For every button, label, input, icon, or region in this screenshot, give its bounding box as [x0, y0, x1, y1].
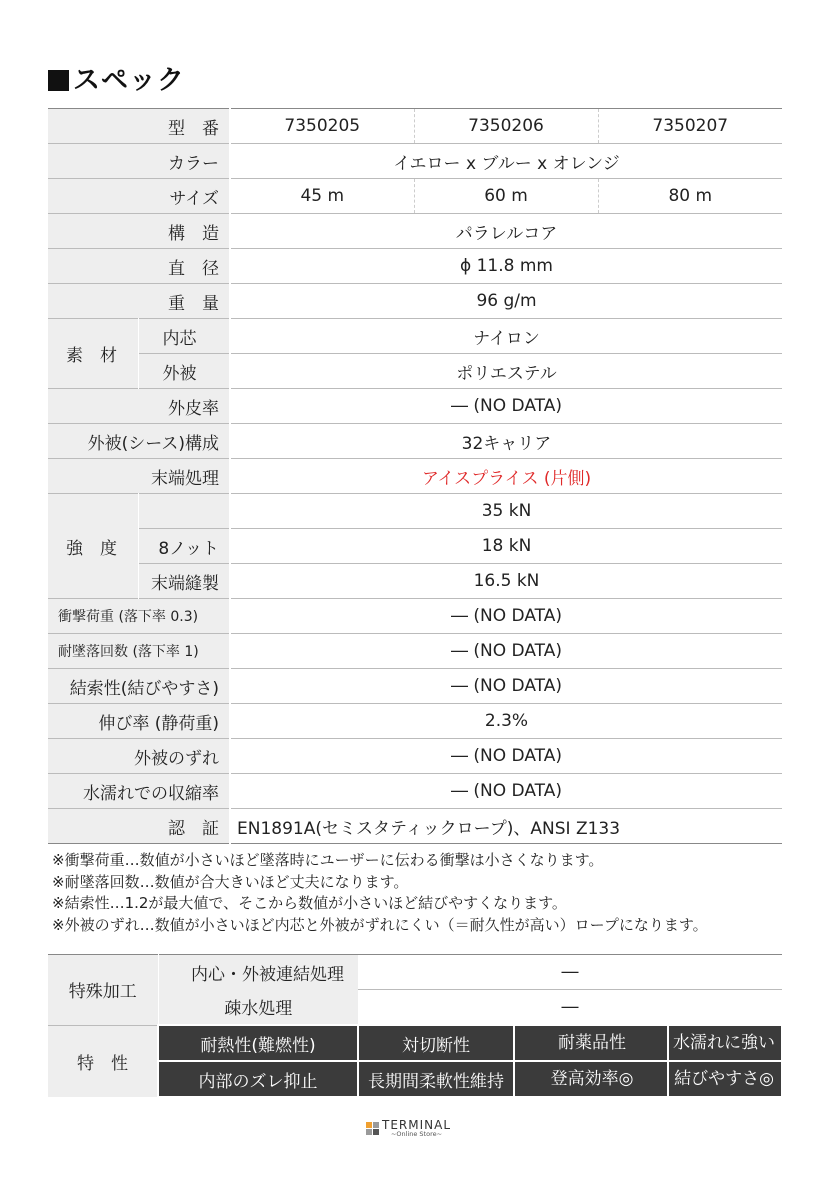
sheath-value: ポリエステル [230, 354, 782, 389]
label-knot: 8ノット [138, 529, 230, 564]
table-row-sheath-slip [48, 739, 782, 774]
table-row-strength-sewn [48, 564, 782, 599]
falls-value: ― (NO DATA) [230, 634, 782, 669]
table-row-end-processing [48, 459, 782, 494]
page-title: スペック [48, 58, 185, 97]
spec-table [48, 108, 782, 844]
label-knotability: 結索性(結びやすさ) [48, 669, 230, 704]
size-value-1: 45 m [230, 179, 414, 214]
table-row-shrinkage [48, 774, 782, 809]
table-row-model [48, 109, 782, 144]
table-row-material-sheath [48, 354, 782, 389]
impact-value: ― (NO DATA) [230, 599, 782, 634]
label-diameter: 直 径 [48, 249, 230, 284]
label-model: 型 番 [48, 109, 230, 144]
label-sheath-construction: 外被(シース)構成 [48, 424, 230, 459]
features-table [48, 954, 783, 1098]
table-row-impact [48, 599, 782, 634]
label-sheath-slip: 外被のずれ [48, 739, 230, 774]
label-special: 特殊加工 [48, 955, 158, 1026]
feature-tag-pair [514, 1025, 782, 1061]
table-row-features-1 [48, 1025, 782, 1061]
model-value-1: 7350205 [230, 109, 414, 144]
table-row-sheath-ratio [48, 389, 782, 424]
feature-tag: 内部のズレ抑止 [158, 1061, 358, 1097]
table-row-features-2 [48, 1061, 782, 1097]
table-row-falls [48, 634, 782, 669]
label-sewn: 末端縫製 [138, 564, 230, 599]
table-row-diameter [48, 249, 782, 284]
label-strength-base [138, 494, 230, 529]
table-row-special-2 [48, 990, 782, 1026]
model-value-2: 7350206 [414, 109, 598, 144]
size-value-3: 80 m [598, 179, 782, 214]
note-item: ※衝撃荷重…数値が小さいほど墜落時にユーザーに伝わる衝撃は小さくなります。 [52, 851, 604, 869]
structure-value: パラレルコア [230, 214, 782, 249]
label-sheath-ratio: 外皮率 [48, 389, 230, 424]
sheath-ratio-value: ― (NO DATA) [230, 389, 782, 424]
label-structure: 構 造 [48, 214, 230, 249]
label-special-item-2: 疎水処理 [158, 990, 358, 1026]
label-impact: 衝撃荷重 (落下率 0.3) [48, 599, 230, 634]
model-value-3: 7350207 [598, 109, 782, 144]
shrinkage-value: ― (NO DATA) [230, 774, 782, 809]
elongation-value: 2.3% [230, 704, 782, 739]
table-row-certification [48, 809, 782, 844]
label-material: 素 材 [48, 319, 138, 389]
feature-tag: 登高効率◎ [550, 1069, 634, 1089]
end-processing-value: アイスプライス (片側) [230, 459, 782, 494]
knot-value: 18 kN [230, 529, 782, 564]
logo-tagline: ~Online Store~ [390, 1130, 443, 1138]
terminal-logo [366, 1119, 451, 1138]
label-size: サイズ [48, 179, 230, 214]
table-row-knotability [48, 669, 782, 704]
size-value-2: 60 m [414, 179, 598, 214]
table-row-sheath-construction [48, 424, 782, 459]
feature-tag-pair [514, 1061, 782, 1097]
label-special-item-1: 内心・外被連結処理 [158, 955, 358, 990]
logo-name: TERMINAL [382, 1118, 452, 1132]
feature-tag: 耐薬品性 [558, 1033, 626, 1053]
label-falls: 耐墜落回数 (落下率 1) [48, 634, 230, 669]
table-row-structure [48, 214, 782, 249]
feature-tag: 対切断性 [358, 1025, 514, 1061]
weight-value: 96 g/m [230, 284, 782, 319]
sewn-value: 16.5 kN [230, 564, 782, 599]
feature-tag: 耐熱性(難燃性) [158, 1025, 358, 1061]
table-row-elongation [48, 704, 782, 739]
certification-value: EN1891A(セミスタティックロープ)、ANSI Z133 [230, 809, 782, 844]
sheath-slip-value: ― (NO DATA) [230, 739, 782, 774]
label-weight: 重 量 [48, 284, 230, 319]
special-item-2-value: ― [358, 990, 782, 1026]
core-value: ナイロン [230, 319, 782, 354]
strength-value: 35 kN [230, 494, 782, 529]
label-elongation: 伸び率 (静荷重) [48, 704, 230, 739]
table-row-weight [48, 284, 782, 319]
label-end-processing: 末端処理 [48, 459, 230, 494]
feature-tag: 結びやすさ◎ [674, 1069, 774, 1089]
table-row-strength-knot [48, 529, 782, 564]
table-row-material-core [48, 319, 782, 354]
table-row-size [48, 179, 782, 214]
label-core: 内芯 [138, 319, 230, 354]
label-certification: 認 証 [48, 809, 230, 844]
color-value: イエロー x ブルー x オレンジ [230, 144, 782, 179]
table-row-strength [48, 494, 782, 529]
square-bullet-icon [48, 70, 69, 91]
table-row-special-1 [48, 955, 782, 990]
knotability-value: ― (NO DATA) [230, 669, 782, 704]
label-color: カラー [48, 144, 230, 179]
label-features: 特 性 [48, 1025, 158, 1097]
label-shrinkage: 水濡れでの収縮率 [48, 774, 230, 809]
note-item: ※耐墜落回数…数値が合大きいほど丈夫になります。 [52, 872, 409, 891]
sheath-construction-value: 32キャリア [230, 424, 782, 459]
label-sheath: 外被 [138, 354, 230, 389]
note-item: ※結索性…1.2が最大値で、そこから数値が小さいほど結びやすくなります。 [52, 894, 567, 912]
table-row-color [48, 144, 782, 179]
logo-mark-icon [366, 1122, 379, 1135]
diameter-value: ϕ 11.8 mm [230, 249, 782, 284]
note-item: ※外被のずれ…数値が小さいほど内芯と外被がずれにくい（＝耐久性が高い）ロープになります。 [52, 915, 708, 934]
feature-tag: 長期間柔軟性維持 [358, 1061, 514, 1097]
notes [52, 850, 708, 936]
special-item-1-value: ― [358, 955, 782, 990]
label-strength: 強 度 [48, 494, 138, 599]
feature-tag: 水濡れに強い [673, 1033, 775, 1053]
